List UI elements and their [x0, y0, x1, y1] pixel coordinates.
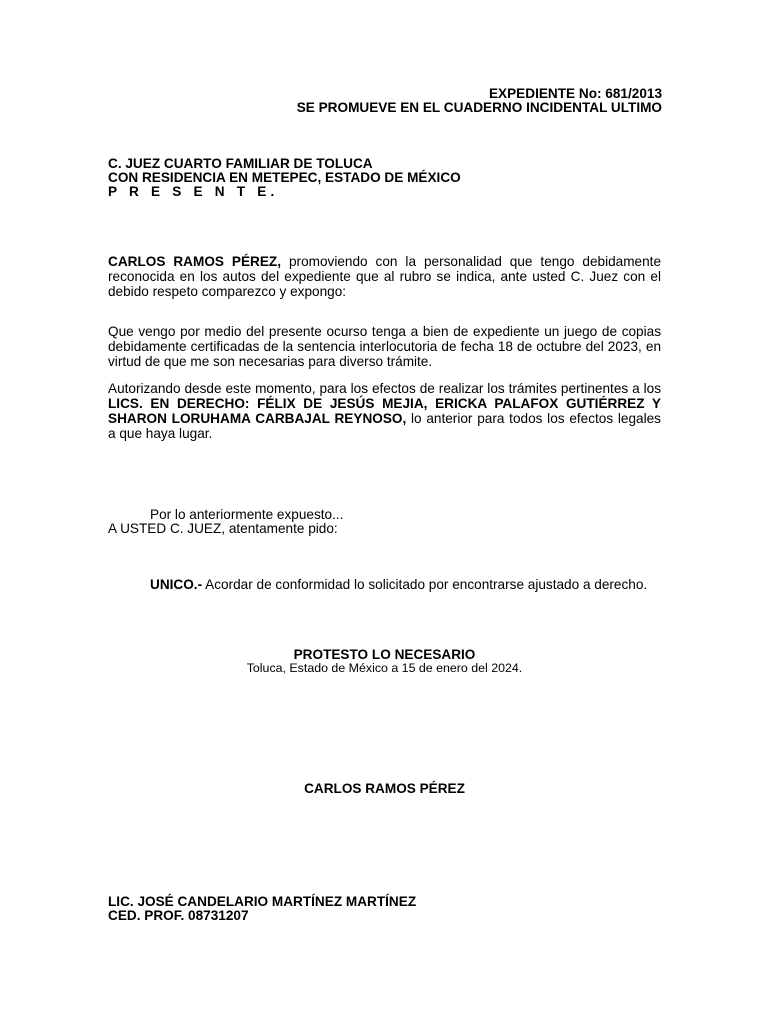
cuaderno-line: SE PROMUEVE EN EL CUADERNO INCIDENTAL ULTIMO: [296, 100, 662, 115]
request-paragraph: Que vengo por medio del presente ocurso tenga a bien de expediente un juego de copias debidamente certificadas de la sentencia interlocutoria de fecha 18 de octubre del 2023, en virtud de que me son necesarias para diverso trámite.: [108, 324, 661, 369]
closing-line-2: A USTED C. JUEZ, atentamente pido:: [108, 521, 338, 536]
addressee-presente: P R E S E N T E.: [108, 184, 279, 199]
authorization-text-after: lo anterior para todos los efectos legales a que haya lugar.: [108, 411, 661, 441]
authorization-text-before: Autorizando desde este momento, para los efectos de realizar los trámites pertinentes a los: [108, 381, 661, 396]
authorization-paragraph: [108, 381, 661, 441]
expediente-number: EXPEDIENTE No: 681/2013: [488, 86, 662, 101]
place-date: Toluca, Estado de México a 15 de enero del 2024.: [246, 661, 523, 675]
promovente-name: CARLOS RAMOS PÉREZ,: [108, 254, 282, 269]
protest-title: PROTESTO LO NECESARIO: [293, 647, 476, 662]
petition-label: UNICO.-: [150, 577, 203, 592]
signer-name: CARLOS RAMOS PÉREZ: [304, 781, 465, 796]
petition-paragraph: [108, 577, 661, 592]
lawyer-cedula: CED. PROF. 08731207: [108, 908, 249, 923]
closing-line-1: Por lo anteriormente expuesto...: [150, 507, 344, 522]
addressee-residence: CON RESIDENCIA EN METEPEC, ESTADO DE MÉXICO: [108, 170, 461, 185]
lawyer-name: LIC. JOSÉ CANDELARIO MARTÍNEZ MARTÍNEZ: [108, 894, 417, 909]
intro-text: promoviendo con la personalidad que tengo debidamente reconocida en los autos del expediente que al rubro se indica, ante usted C. Juez con el debido respeto comparezco y expongo:: [108, 254, 662, 299]
authorized-lawyers: LICS. EN DERECHO: FÉLIX DE JESÚS MEJIA, ERICKA PALAFOX GUTIÉRREZ Y SHARON LORUHAMA CARBAJAL REYNOSO,: [108, 396, 661, 426]
petition-text: Acordar de conformidad lo solicitado por encontrarse ajustado a derecho.: [202, 577, 648, 592]
addressee-judge: C. JUEZ CUARTO FAMILIAR DE TOLUCA: [108, 156, 373, 171]
intro-paragraph: [108, 254, 661, 299]
